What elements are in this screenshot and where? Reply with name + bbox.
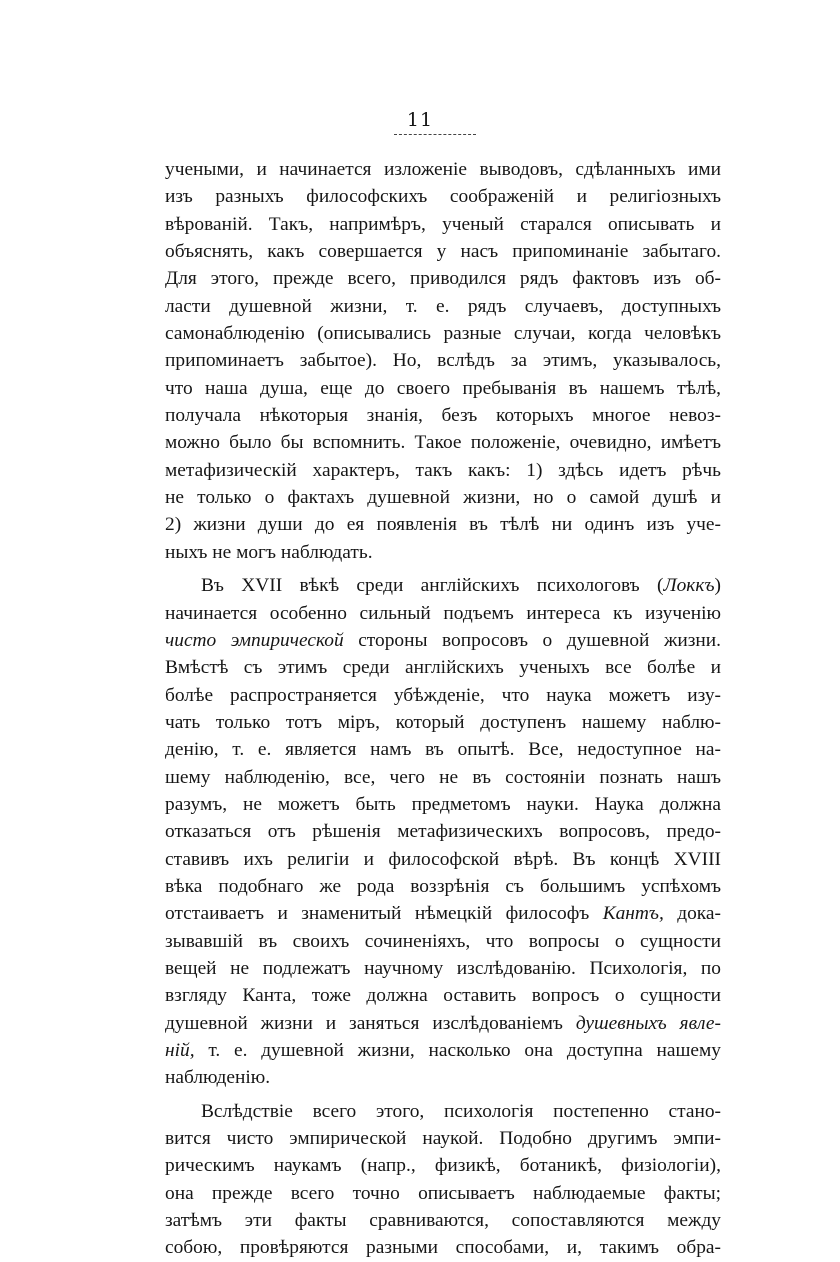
text-line: рическимъ наукамъ (напр., физикѣ, ботаникѣ, физіологіи),	[165, 1155, 721, 1177]
italic-phrase: душевныхъ явле-	[575, 1012, 721, 1034]
text-run: Въ XVII вѣкѣ среди англійскихъ психологовъ (	[201, 575, 664, 597]
text-line: объяснять, какъ совершается у насъ припоминаніе забытаго.	[165, 241, 721, 263]
text-line: вещей не подлежатъ научному изслѣдованію. Психологія, по	[165, 957, 721, 979]
italic-phrase: чисто эмпирической	[165, 629, 344, 651]
text-line: затѣмъ эти факты сравниваются, сопоставляются между	[165, 1210, 721, 1232]
text-line: припоминаетъ забытое). Но, вслѣдъ за этимъ, указывалось,	[165, 350, 721, 372]
text-line: получала нѣкоторыя знанія, безъ которыхъ многое невоз-	[165, 405, 721, 427]
italic-name-locke: Локкъ	[663, 575, 715, 597]
italic-phrase: ній,	[165, 1040, 195, 1061]
text-line: зывавшій въ своихъ сочиненіяхъ, что вопросы о сущности	[165, 930, 721, 952]
text-line: 2) жизни души до ея появленія въ тѣлѣ ни одинъ изъ уче-	[165, 514, 721, 536]
text-line	[165, 572, 721, 599]
text-line: начинается особенно сильный подъемъ интереса къ изученію	[165, 602, 721, 624]
text-line	[165, 627, 721, 654]
page-number-rule	[394, 134, 476, 135]
text-run: т. е. душевной жизни, насколько она доступна нашему	[194, 1040, 721, 1061]
text-line: взгляду Канта, тоже должна оставить вопросъ о сущности	[165, 985, 721, 1007]
text-run: дока-	[663, 903, 721, 925]
text-line: не только о фактахъ душевной жизни, но о самой душѣ и	[165, 487, 721, 509]
text-line: вѣрованій. Такъ, напримѣръ, ученый старался описывать и	[165, 213, 721, 235]
text-run: стороны вопросовъ о душевной жизни.	[343, 629, 721, 651]
text-run: )	[714, 575, 721, 597]
italic-name-kant: Кантъ,	[602, 903, 664, 925]
paragraph-3	[165, 1098, 721, 1262]
text-line: ласти душевной жизни, т. е. рядъ случаевъ, доступныхъ	[165, 295, 721, 317]
text-line: Вслѣдствіе всего этого, психологія постепенно стано-	[201, 1100, 721, 1122]
text-line: чать только тотъ міръ, который доступенъ нашему наблю-	[165, 711, 721, 733]
text-line: ныхъ не могъ наблюдать.	[165, 541, 373, 563]
text-line: что наша душа, еще до своего пребыванія въ нашемъ тѣлѣ,	[165, 377, 721, 399]
text-line: болѣе распространяется убѣжденіе, что наука можетъ изу-	[165, 684, 721, 706]
text-line: изъ разныхъ философскихъ соображеній и религіозныхъ	[165, 186, 721, 208]
text-line: шему наблюденію, все, чего не въ состояніи познать нашъ	[165, 766, 721, 788]
text-line: собою, провѣряются разными способами, и, такимъ обра-	[165, 1237, 721, 1259]
text-line: Вмѣстѣ съ этимъ среди англійскихъ ученыхъ все болѣе и	[165, 657, 721, 679]
text-line: метафизическій характеръ, такъ какъ: 1) здѣсь идетъ рѣчь	[165, 459, 721, 481]
text-line: самонаблюденію (описывались разные случаи, когда человѣкъ	[165, 323, 721, 345]
paragraph-2	[165, 572, 721, 1092]
text-line: вѣка подобнаго же рода воззрѣнія съ большимъ успѣхомъ	[165, 875, 721, 897]
text-line: Для этого, прежде всего, приводился рядъ фактовъ изъ об-	[165, 268, 721, 290]
text-line: ставивъ ихъ религіи и философской вѣрѣ. Въ концѣ XVIII	[165, 848, 721, 870]
text-line: наблюденію.	[165, 1067, 271, 1089]
text-line	[165, 1010, 721, 1037]
text-line: денію, т. е. является намъ въ опытѣ. Все, недоступное на-	[165, 739, 721, 761]
text-line: вится чисто эмпирической наукой. Подобно другимъ эмпи-	[165, 1128, 721, 1150]
text-line: отказаться отъ рѣшенія метафизическихъ вопросовъ, предо-	[165, 821, 721, 843]
text-run: душевной жизни и заняться изслѣдованіемъ	[165, 1012, 576, 1034]
page-number: 11	[406, 109, 434, 131]
text-line: учеными, и начинается изложеніе выводовъ, сдѣланныхъ ими	[165, 159, 721, 180]
text-line: разумъ, не можетъ быть предметомъ науки. Наука должна	[165, 793, 721, 815]
paragraph-1	[165, 156, 721, 566]
text-run: отстаиваетъ и знаменитый нѣмецкій философъ	[165, 903, 603, 925]
text-line: она прежде всего точно описываетъ наблюдаемые факты;	[165, 1182, 721, 1204]
text-line	[165, 1037, 721, 1064]
body-text	[165, 156, 721, 1262]
text-line	[165, 900, 721, 927]
text-line: можно было бы вспомнить. Такое положеніе, очевидно, имѣетъ	[165, 432, 721, 454]
